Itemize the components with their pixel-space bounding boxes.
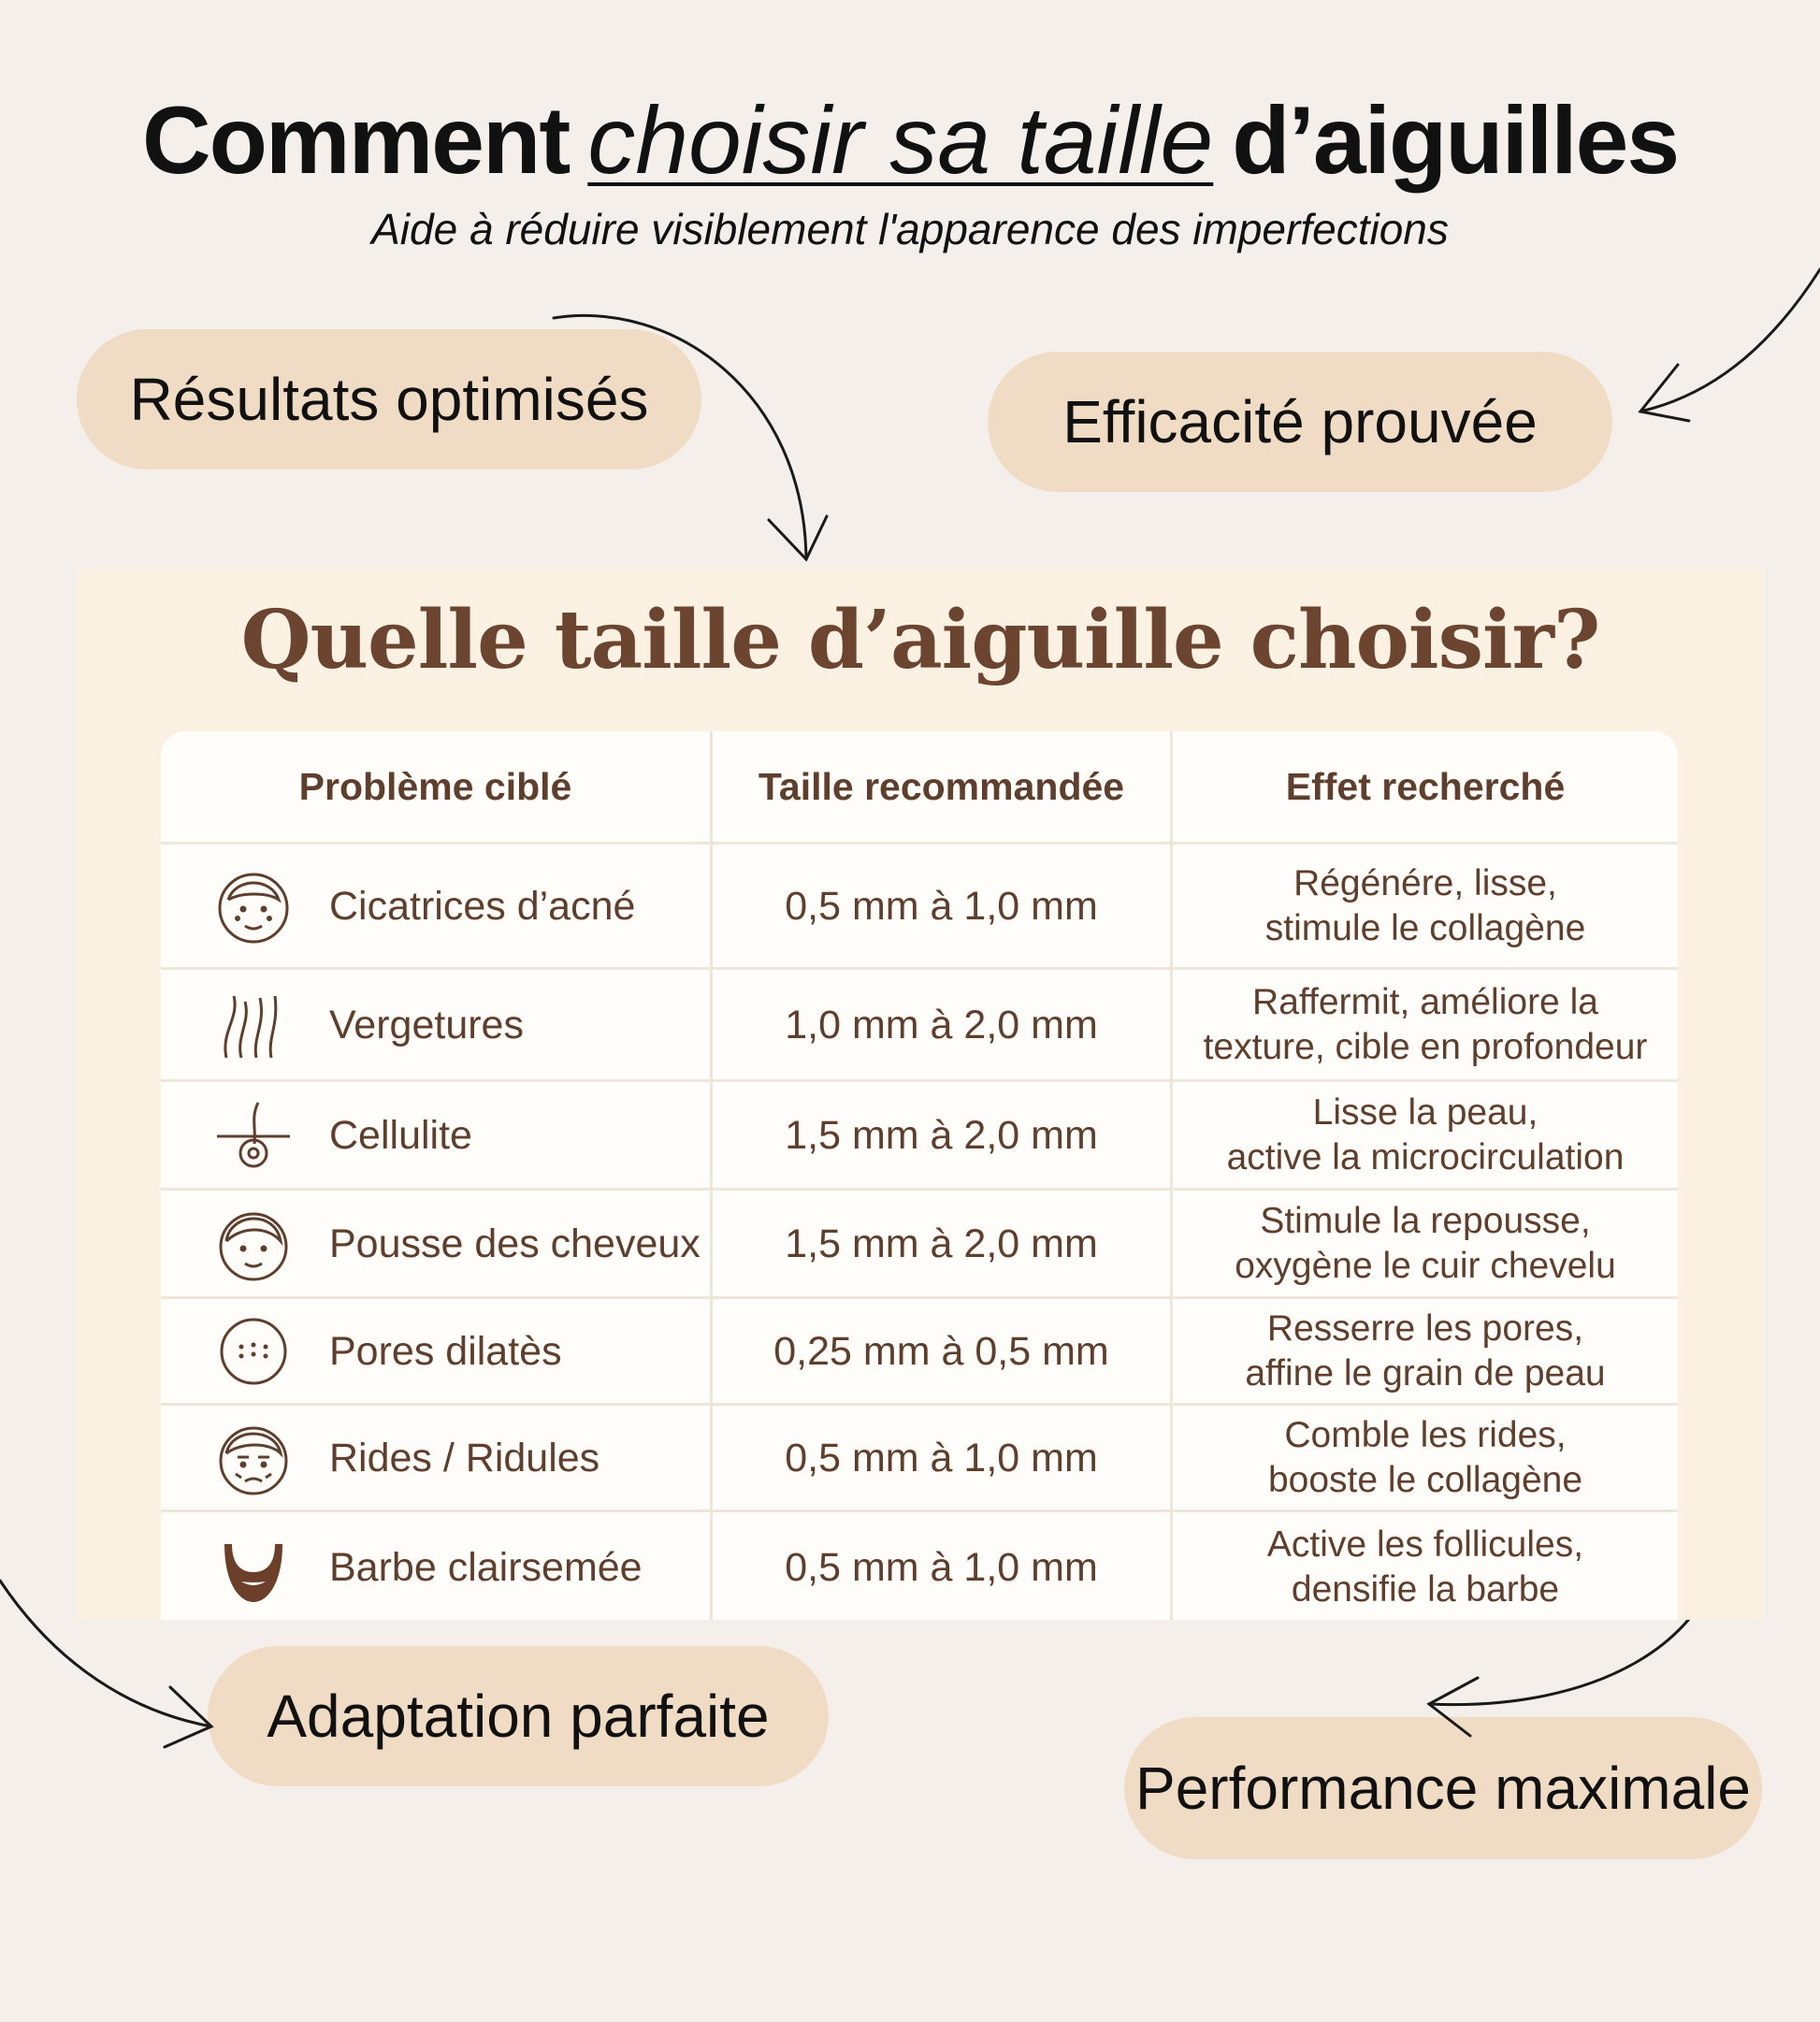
table-row	[161, 1512, 1678, 1620]
face-wrinkles-icon	[213, 1418, 294, 1498]
size-value: 0,5 mm à 1,0 mm	[713, 1406, 1173, 1509]
problem-cell	[161, 970, 713, 1079]
pores-icon	[213, 1311, 294, 1392]
badge-bottom-right: Performance maximale	[1124, 1717, 1762, 1859]
problem-cell	[161, 1512, 713, 1620]
problem-label: Cicatrices d’acné	[329, 883, 636, 929]
size-value: 1,5 mm à 2,0 mm	[713, 1191, 1173, 1296]
arrow-top-right-head-icon	[1640, 365, 1689, 421]
problem-label: Cellulite	[329, 1112, 472, 1158]
table-row	[161, 1082, 1678, 1191]
main-title	[0, 84, 1820, 196]
table-row	[161, 1406, 1678, 1512]
arrow-top-left-head-icon	[769, 516, 827, 559]
arrow-top-right-icon	[1640, 269, 1820, 412]
problem-label: Vergetures	[329, 1002, 524, 1047]
arrow-bottom-left-head-icon	[165, 1687, 211, 1747]
effect-text: Régénére, lisse, stimule le collagène	[1264, 862, 1586, 948]
size-value: 0,5 mm à 1,0 mm	[713, 1512, 1173, 1620]
table-header	[161, 731, 1678, 845]
header	[0, 84, 1820, 254]
problem-cell	[161, 1082, 713, 1188]
needle-size-panel	[77, 569, 1764, 1620]
problem-label: Pousse des cheveux	[329, 1220, 701, 1266]
problem-cell	[161, 1406, 713, 1509]
effect-text: Comble les rides, booste le collagène	[1267, 1414, 1583, 1500]
table-row	[161, 970, 1678, 1082]
problem-label: Barbe clairsemée	[329, 1545, 643, 1590]
badge-top-left: Résultats optimisés	[77, 329, 701, 469]
size-value: 1,5 mm à 2,0 mm	[713, 1082, 1173, 1188]
title-part-2: choisir sa taille	[587, 87, 1214, 194]
title-part-1: Comment	[141, 87, 570, 194]
table-row	[161, 845, 1678, 970]
effect-text: Raffermit, améliore la texture, cible en profondeur	[1203, 981, 1648, 1067]
effect-text: Active les follicules, densifie la barbe	[1266, 1524, 1584, 1610]
problem-label: Rides / Ridules	[329, 1435, 600, 1480]
face-acne-icon	[213, 866, 294, 946]
table-row	[161, 1191, 1678, 1299]
problem-label: Pores dilatès	[329, 1328, 562, 1374]
effect-text: Stimule la repousse, oxygène le cuir chevelu	[1235, 1200, 1616, 1286]
panel-title: Quelle taille d’aiguille choisir?	[240, 593, 1600, 687]
column-header: Taille recommandée	[713, 731, 1173, 842]
face-hair-icon	[213, 1204, 294, 1284]
title-part-3: d’aiguilles	[1232, 87, 1679, 194]
size-value: 0,25 mm à 0,5 mm	[713, 1299, 1173, 1403]
badge-top-right: Efficacité prouvée	[988, 352, 1612, 492]
effect-text: Lisse la peau, active la microcirculation	[1226, 1091, 1625, 1177]
effect-text: Resserre les pores, affine le grain de peau	[1245, 1307, 1606, 1394]
problem-cell	[161, 1299, 713, 1403]
problem-cell	[161, 1191, 713, 1296]
table-row	[161, 1299, 1678, 1406]
beard-icon	[213, 1527, 294, 1608]
size-value: 0,5 mm à 1,0 mm	[713, 845, 1173, 967]
stretch-marks-icon	[213, 985, 294, 1065]
subtitle: Aide à réduire visiblement l'apparence des imperfections	[371, 205, 1449, 253]
size-value: 1,0 mm à 2,0 mm	[713, 970, 1173, 1079]
needle-size-table	[161, 731, 1678, 1620]
column-header: Effet recherché	[1285, 765, 1566, 808]
column-header: Problème ciblé	[161, 731, 713, 842]
problem-cell	[161, 845, 713, 967]
badge-bottom-left: Adaptation parfaite	[208, 1646, 829, 1786]
skin-layer-icon	[213, 1095, 294, 1176]
